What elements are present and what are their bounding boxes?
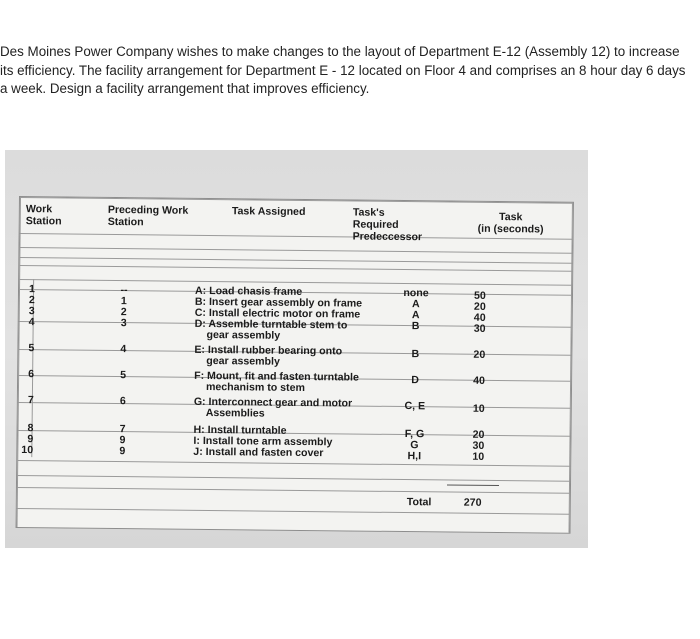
table-photo (5, 150, 588, 548)
header-work-station-2: Station (25, 215, 62, 228)
station-4: 4 (28, 316, 35, 329)
header-task-assigned: Task Assigned (231, 205, 306, 219)
preceding-7: 6 (119, 395, 126, 408)
intro-line-3: a week. Design a facility arrangement that improves efficiency. (0, 81, 370, 96)
predecessor-c: A (411, 309, 420, 322)
time-f: 40 (473, 374, 486, 387)
station-5: 5 (28, 342, 35, 355)
time-e: 20 (473, 348, 486, 361)
time-g: 10 (472, 402, 485, 415)
task-j: J: Install and fasten cover (193, 445, 324, 460)
preceding-4: 3 (120, 317, 127, 330)
predecessor-i: G (410, 439, 419, 452)
header-required-2: Required (352, 218, 399, 231)
task-c: C: Install electric motor on frame (194, 306, 361, 321)
task-g-line-1: G: Interconnect gear and motor (193, 395, 353, 410)
task-d (194, 319, 347, 343)
preceding-2: 1 (120, 295, 127, 308)
task-d-line-2: gear assembly (206, 328, 281, 342)
preceding-10: 9 (119, 445, 126, 458)
task-f (194, 371, 359, 395)
header-time-2: (in (seconds) (477, 222, 544, 236)
task-a: A: Load chasis frame (194, 284, 303, 298)
assembly-table (16, 196, 574, 534)
preceding-9: 9 (119, 434, 126, 447)
station-7: 7 (27, 394, 34, 407)
time-b: 20 (473, 300, 486, 313)
total-label: Total (406, 496, 432, 509)
station-3: 3 (28, 305, 35, 318)
total-rule (447, 484, 499, 486)
task-g (194, 397, 353, 421)
task-e (194, 345, 342, 369)
preceding-6: 5 (120, 369, 127, 382)
station-6: 6 (28, 368, 35, 381)
time-a: 50 (474, 289, 486, 302)
station-1: 1 (28, 283, 35, 296)
predecessor-j: H,I (407, 450, 422, 463)
task-e-line-2: gear assembly (206, 354, 280, 368)
predecessor-e: B (411, 348, 420, 361)
station-2: 2 (28, 294, 35, 307)
problem-statement (0, 43, 700, 99)
preceding-1: -- (120, 284, 128, 297)
header-work-station-1: Work (25, 203, 53, 216)
time-c: 40 (473, 311, 486, 324)
predecessor-d: B (411, 320, 420, 333)
header-time-1: Task (499, 211, 523, 224)
preceding-8: 7 (119, 423, 126, 436)
time-i: 30 (472, 439, 485, 452)
header-preceding-2: Station (107, 215, 144, 229)
task-i: I: Install tone arm assembly (193, 434, 333, 449)
intro-line-1: Des Moines Power Company wishes to make changes to the layout of Department E-12 (Assembly 12) to increase (0, 44, 680, 59)
header-preceding-1: Preceding Work (107, 203, 189, 217)
preceding-5: 4 (120, 343, 127, 356)
time-h: 20 (472, 428, 485, 441)
station-8: 8 (27, 422, 34, 435)
task-b: B: Insert gear assembly on frame (194, 295, 363, 310)
time-j: 10 (472, 450, 485, 463)
time-d: 30 (473, 322, 486, 335)
preceding-3: 2 (120, 306, 127, 319)
header-required-1: Task's (352, 206, 385, 219)
predecessor-b: A (411, 298, 420, 311)
station-10: 10 (21, 444, 34, 457)
task-h: H: Install turntable (193, 423, 287, 437)
predecessor-h: F, G (404, 428, 425, 441)
task-f-line-2: mechanism to stem (205, 380, 305, 395)
predecessor-g: C, E (404, 400, 426, 413)
task-e-line-1: E: Install rubber bearing onto (194, 343, 343, 358)
task-f-line-1: F: Mount, fit and fasten turntable (194, 369, 359, 384)
task-d-line-1: D: Assemble turntable stem to (194, 317, 348, 332)
header-required-3: Predeccessor (352, 230, 423, 244)
intro-line-2: its efficiency. The facility arrangement for Department E - 12 located on Floor 4 and comprises an 8 hour day 6 days (0, 62, 686, 78)
total-value: 270 (463, 496, 482, 509)
station-9: 9 (27, 433, 34, 446)
predecessor-f: D (411, 374, 419, 387)
task-g-line-2: Assemblies (205, 406, 265, 420)
predecessor-a: none (403, 287, 429, 300)
